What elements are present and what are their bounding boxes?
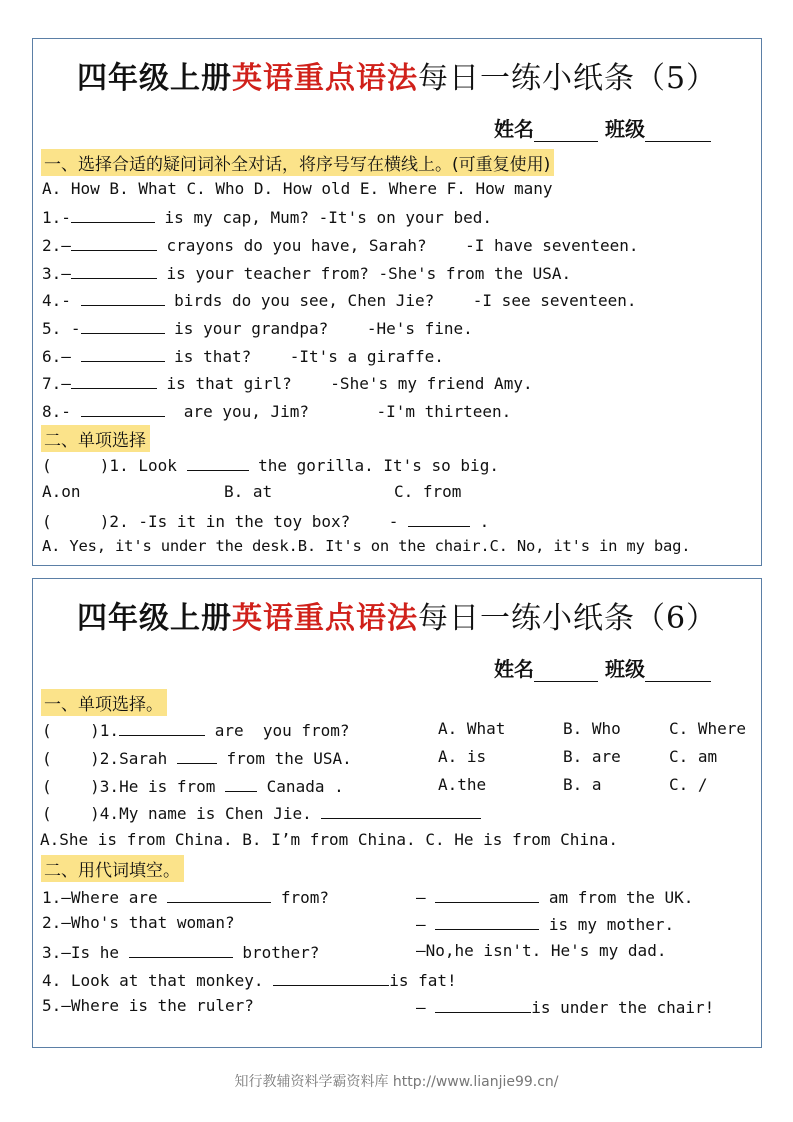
question-3: 3.— is your teacher from? -She's from the USA.: [42, 264, 572, 283]
pronoun-question-2: 2.—Who's that woman? — is my mother.: [42, 913, 675, 934]
pronoun-question-1: 1.—Where are from? — am from the UK.: [42, 888, 694, 907]
name-class-row: 姓名 班级: [494, 653, 711, 682]
pronoun-question-4: 4. Look at that monkey. is fat!: [42, 971, 457, 990]
mc-question-2: ( )2. -Is it in the toy box? - .: [42, 512, 490, 531]
name-blank: [534, 119, 598, 142]
worksheet-card-5: 四年级上册英语重点语法每日一练小纸条（5） 姓名 班级 一、选择合适的疑问词补全对话，将序号写在横线上。(可重复使用) A. How B. What C. Who D. How old E. Where F. How many 1.- is my cap, Mum? -It's on your bed. 2.— crayons do you have, Sarah? -I have seventeen. 3.— is your teacher from? -She's from the USA. 4.- birds do you see, Chen Jie? -I see seventeen. 5. - is your grandpa? -He's fine. 6.— is that? -It's a giraffe. 7.— is that girl? -She's my friend Amy. 8.- are you, Jim? -I'm thirteen. 二、单项选择 ( )1. Look the gorilla. It's so big. A.on B. at C. from ( )2. -Is it in the toy box? - . A. Yes, it's under the desk.B. It's on the chair.C. No, it's in my bag.: [32, 38, 762, 566]
mc-question-3: ( )3.He is from Canada . A.the B. a C. /: [42, 775, 708, 796]
options-line: A. How B. What C. Who D. How old E. Where F. How many: [42, 179, 553, 198]
class-blank: [645, 119, 711, 142]
pronoun-question-5: 5.—Where is the ruler? — is under the chair!: [42, 996, 715, 1017]
pronoun-question-3: 3.—Is he brother? —No,he isn't. He's my dad.: [42, 941, 667, 962]
section-heading: 二、单项选择: [41, 425, 150, 452]
section-heading: 二、用代词填空。: [41, 855, 184, 882]
mc-options-4: A.She is from China. B. I’m from China. C. He is from China.: [40, 830, 618, 849]
mc-question-1: ( )1. Look the gorilla. It's so big.: [42, 456, 499, 475]
question-1: 1.- is my cap, Mum? -It's on your bed.: [42, 208, 493, 227]
section-heading: 一、单项选择。: [41, 689, 167, 716]
footer-watermark: 知行教辅资料学霸资料库 http://www.lianjie99.cn/: [234, 1074, 559, 1090]
name-blank: [534, 659, 598, 682]
question-4: 4.- birds do you see, Chen Jie? -I see seventeen.: [42, 291, 637, 310]
question-6: 6.— is that? -It's a giraffe.: [42, 347, 444, 366]
worksheet-card-6: [32, 578, 762, 1048]
mc-question-2: ( )2.Sarah from the USA. A. is B. are C. am: [42, 747, 718, 768]
section-heading: 一、选择合适的疑问词补全对话，将序号写在横线上。(可重复使用): [41, 149, 554, 176]
question-8: 8.- are you, Jim? -I'm thirteen.: [42, 402, 512, 421]
question-7: 7.— is that girl? -She's my friend Amy.: [42, 374, 533, 393]
mc-question-4: ( )4.My name is Chen Jie.: [42, 802, 481, 823]
question-5: 5. - is your grandpa? -He's fine.: [42, 319, 473, 338]
card-title: 四年级上册英语重点语法每日一练小纸条（5）: [76, 61, 718, 96]
card-title: 四年级上册英语重点语法每日一练小纸条（6）: [76, 601, 718, 636]
mc-question-1: ( )1. are you from? A. What B. Who C. Where: [42, 719, 747, 740]
class-blank: [645, 659, 711, 682]
question-2: 2.— crayons do you have, Sarah? -I have seventeen.: [42, 236, 639, 255]
name-class-row: 姓名 班级: [494, 113, 711, 142]
mc-options-2: A. Yes, it's under the desk.B. It's on the chair.C. No, it's in my bag.: [42, 537, 691, 555]
